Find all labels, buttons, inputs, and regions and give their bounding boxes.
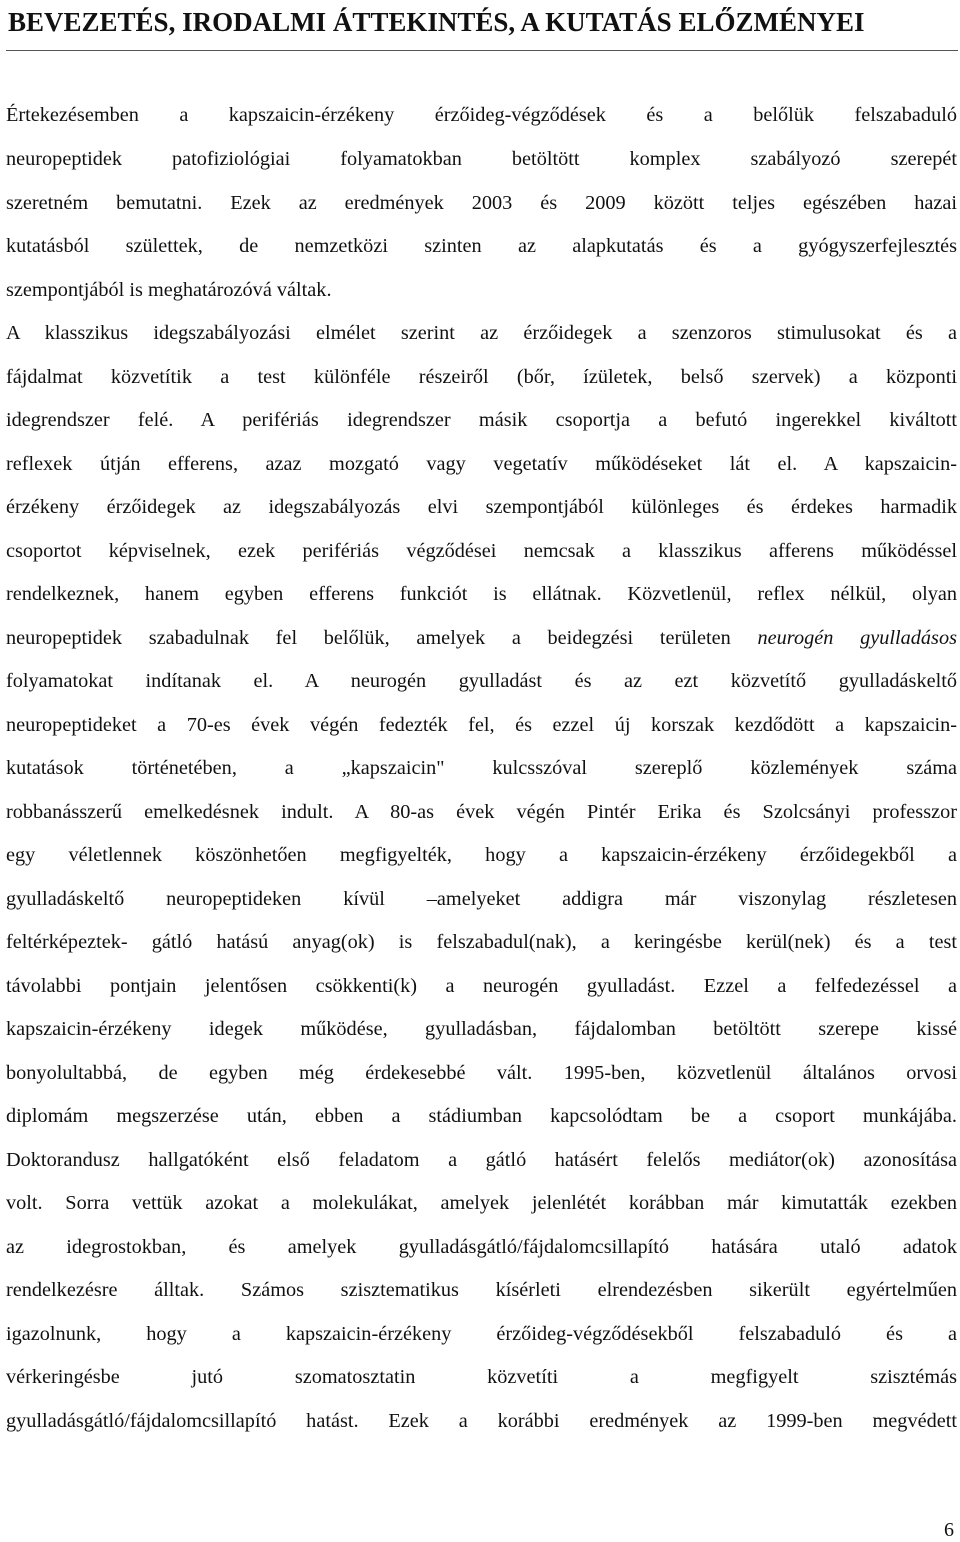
text-line: szempontjából is meghatározóvá váltak.	[6, 279, 332, 301]
text-line: folyamatokat indítanak el. A neurogén gyulladást és az ezt közvetítő gyulladáskeltő	[6, 670, 957, 692]
text-line: Értekezésemben a kapszaicin-érzékeny érzőideg-végződések és a belőlük felszabaduló	[6, 104, 957, 126]
line-text: neuropeptidek szabadulnak fel belőlük, amelyek a beidegzési területen	[6, 627, 731, 649]
text-line: érzékeny érzőidegek az idegszabályozás elvi szempontjából különleges és érdekes harmadik	[6, 496, 957, 518]
text-line: csoportot képviselnek, ezek perifériás végződései nemcsak a klasszikus afferens működéssel	[6, 540, 957, 562]
heading-divider	[6, 50, 958, 51]
text-line: volt. Sorra vettük azokat a molekulákat, amelyek jelenlétét korábban már kimutatták ezekben	[6, 1192, 957, 1214]
text-line: gyulladásgátló/fájdalomcsillapító hatást. Ezek a korábbi eredmények az 1999-ben megvédett	[6, 1410, 957, 1432]
page-number: 6	[944, 1519, 954, 1541]
text-line: neuropeptideket a 70-es évek végén fedezték fel, és ezzel új korszak kezdődött a kapszaicin-	[6, 714, 957, 736]
text-line-with-emphasis	[6, 625, 957, 651]
text-line: igazolnunk, hogy a kapszaicin-érzékeny érzőideg-végződésekből felszabaduló és a	[6, 1323, 957, 1345]
text-line: bonyolultabbá, de egyben még érdekesebbé vált. 1995-ben, közvetlenül általános orvosi	[6, 1062, 957, 1084]
text-line: távolabbi pontjain jelentősen csökkenti(k) a neurogén gyulladást. Ezzel a felfedezéssel a	[6, 975, 957, 997]
text-line: A klasszikus idegszabályozási elmélet szerint az érzőidegek a szenzoros stimulusokat és a	[6, 322, 957, 344]
text-line: robbanásszerű emelkedésnek indult. A 80-as évek végén Pintér Erika és Szolcsányi professzor	[6, 801, 957, 823]
text-line: kapszaicin-érzékeny idegek működése, gyulladásban, fájdalomban betöltött szerepe kissé	[6, 1018, 957, 1040]
text-line: rendelkeznek, hanem egyben efferens funkciót is ellátnak. Közvetlenül, reflex nélkül, olyan	[6, 583, 957, 605]
text-line: kutatások történetében, a „kapszaicin" kulcsszóval szereplő közlemények száma	[6, 757, 957, 779]
text-line: vérkeringésbe jutó szomatosztatin közvetíti a megfigyelt szisztémás	[6, 1366, 957, 1388]
text-line: diplomám megszerzése után, ebben a stádiumban kapcsolódtam be a csoport munkájába.	[6, 1105, 957, 1127]
text-line: feltérképeztek- gátló hatású anyag(ok) is felszabadul(nak), a keringésbe kerül(nek) és a test	[6, 931, 957, 953]
text-line: fájdalmat közvetítik a test különféle részeiről (bőr, ízületek, belső szervek) a központi	[6, 366, 957, 388]
section-heading: BEVEZETÉS, IRODALMI ÁTTEKINTÉS, A KUTATÁS ELŐZMÉNYEI	[8, 7, 865, 37]
text-line: az idegrostokban, és amelyek gyulladásgátló/fájdalomcsillapító hatására utaló adatok	[6, 1236, 957, 1258]
emphasized-term: neurogén gyulladásos	[757, 627, 957, 649]
text-line: neuropeptidek patofiziológiai folyamatokban betöltött komplex szabályozó szerepét	[6, 148, 957, 170]
text-line: gyulladáskeltő neuropeptideken kívül –amelyeket addigra már viszonylag részletesen	[6, 888, 957, 910]
text-line: Doktorandusz hallgatóként első feladatom a gátló hatásért felelős mediátor(ok) azonosítása	[6, 1149, 957, 1171]
text-line: idegrendszer felé. A perifériás idegrendszer másik csoportja a befutó ingerekkel kiváltott	[6, 409, 957, 431]
text-line: reflexek útján efferens, azaz mozgató vagy vegetatív működéseket lát el. A kapszaicin-	[6, 453, 957, 475]
text-line: kutatásból születtek, de nemzetközi szinten az alapkutatás és a gyógyszerfejlesztés	[6, 235, 957, 257]
text-line: egy véletlennek köszönhetően megfigyelték, hogy a kapszaicin-érzékeny érzőidegekből a	[6, 844, 957, 866]
text-line: rendelkezésre álltak. Számos szisztematikus kísérleti elrendezésben sikerült egyértelműen	[6, 1279, 957, 1301]
text-line: szeretném bemutatni. Ezek az eredmények 2003 és 2009 között teljes egészében hazai	[6, 192, 957, 214]
